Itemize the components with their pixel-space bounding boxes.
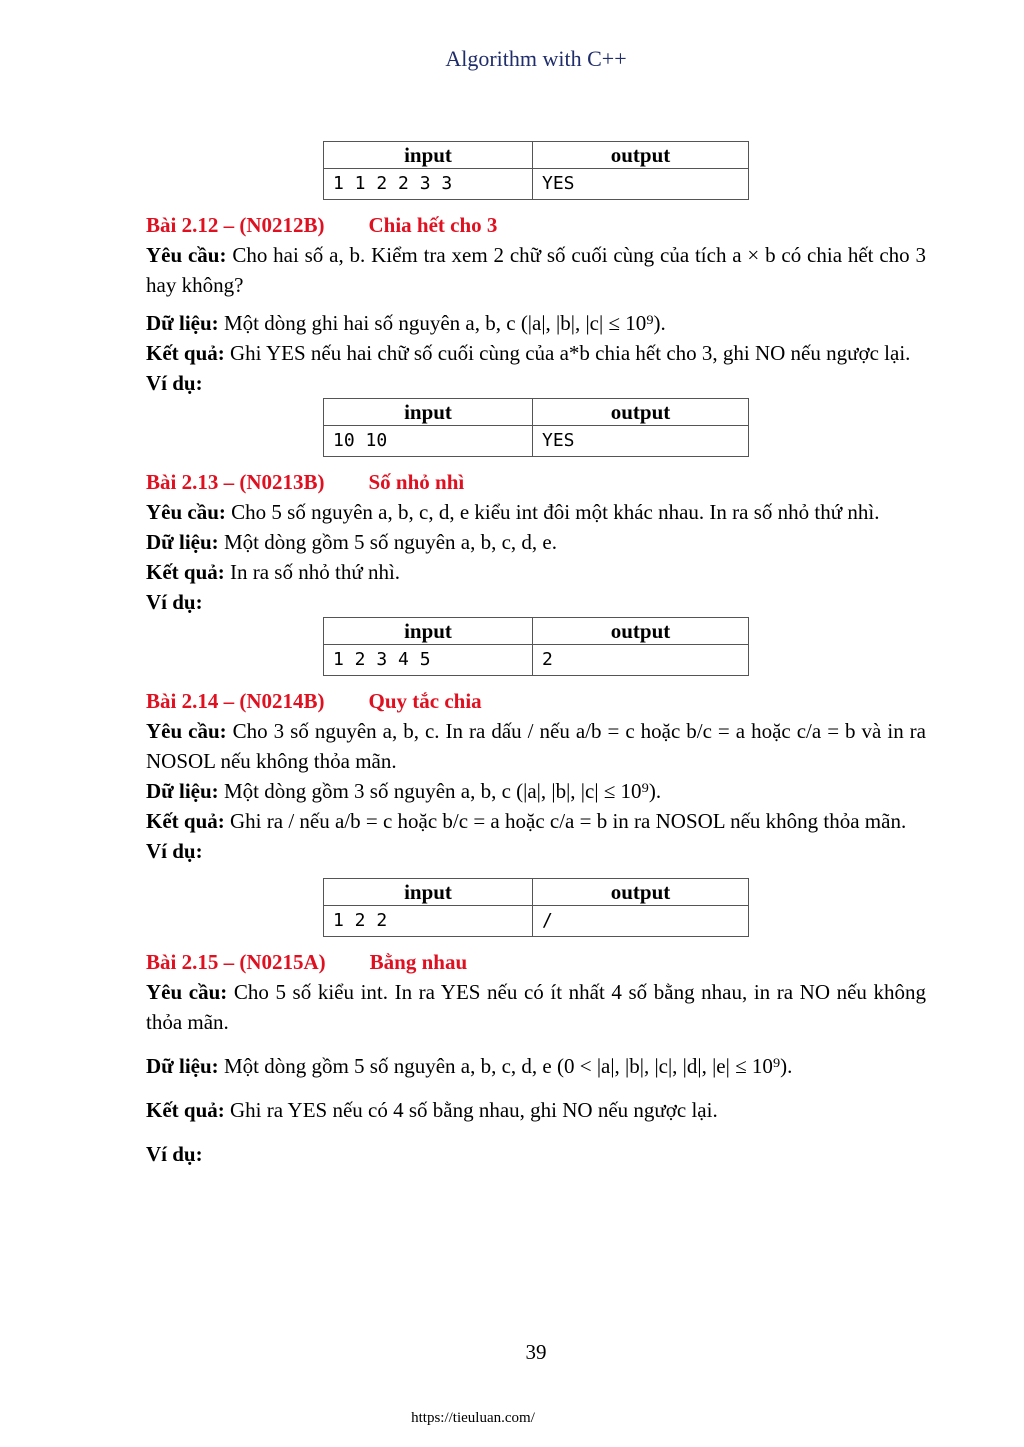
page-header: Algorithm with C++ xyxy=(445,46,627,71)
table-cell-input: 1 1 2 2 3 3 xyxy=(324,169,533,200)
exercise-title xyxy=(146,210,926,240)
exercise-title xyxy=(146,467,926,497)
table-header-input: input xyxy=(324,618,533,645)
table-cell-input: 1 2 2 xyxy=(324,906,533,937)
example-label: Ví dụ: xyxy=(146,1142,203,1166)
example-table xyxy=(323,398,749,457)
table-cell-output: YES xyxy=(533,169,749,200)
exercise-request xyxy=(146,716,926,776)
page-number: 39 xyxy=(525,1340,547,1364)
exercise-request xyxy=(146,977,926,1037)
exercise-request xyxy=(146,240,926,300)
result-text: In ra số nhỏ thứ nhì. xyxy=(230,560,401,584)
footer-url: https://tieuluan.com/ xyxy=(411,1410,535,1426)
request-text: Cho 3 số nguyên a, b, c. In ra dấu / nếu a/b = c hoặc b/c = a hoặc c/a = b và in ra NOSOL nếu không thỏa mãn. xyxy=(146,719,926,773)
table-cell-input: 1 2 3 4 5 xyxy=(324,645,533,676)
request-label: Yêu cầu: xyxy=(146,719,227,743)
exercise-code: Bài 2.14 – (N0214B) xyxy=(146,689,325,713)
exercise-code: Bài 2.13 – (N0213B) xyxy=(146,470,325,494)
table-cell-output: 2 xyxy=(533,645,749,676)
exercise-title xyxy=(146,686,926,716)
request-text: Cho 5 số kiểu int. In ra YES nếu có ít nhất 4 số bằng nhau, in ra NO nếu không thỏa mãn. xyxy=(146,980,926,1034)
example-table xyxy=(323,141,749,200)
request-text: Cho 5 số nguyên a, b, c, d, e kiểu int đôi một khác nhau. In ra số nhỏ thứ nhì. xyxy=(231,500,880,524)
exercise-result xyxy=(146,338,926,368)
exercise-code: Bài 2.15 – (N0215A) xyxy=(146,950,326,974)
exercise-name: Chia hết cho 3 xyxy=(368,213,498,237)
request-text: Cho hai số a, b. Kiểm tra xem 2 chữ số cuối cùng của tích a × b có chia hết cho 3 hay không? xyxy=(146,243,926,297)
result-text: Ghi YES nếu hai chữ số cuối cùng của a*b chia hết cho 3, ghi NO nếu ngược lại. xyxy=(230,341,911,365)
exercise-data xyxy=(146,527,926,557)
example-table xyxy=(323,878,749,937)
table-cell-output: YES xyxy=(533,426,749,457)
exercise-data xyxy=(146,776,926,806)
exercise-title xyxy=(146,947,926,977)
table-header-input: input xyxy=(324,399,533,426)
example-label: Ví dụ: xyxy=(146,371,203,395)
example-label: Ví dụ: xyxy=(146,839,203,863)
result-label: Kết quả: xyxy=(146,809,225,833)
exercise-name: Quy tắc chia xyxy=(368,689,482,713)
data-label: Dữ liệu: xyxy=(146,530,219,554)
table-cell-input: 10 10 xyxy=(324,426,533,457)
table-header-output: output xyxy=(533,399,749,426)
table-header-output: output xyxy=(533,618,749,645)
exercise-name: Bằng nhau xyxy=(369,950,468,974)
table-header-output: output xyxy=(533,879,749,906)
result-label: Kết quả: xyxy=(146,1098,225,1122)
data-label: Dữ liệu: xyxy=(146,779,219,803)
data-text: Một dòng ghi hai số nguyên a, b, c (|a|, |b|, |c| ≤ 10⁹). xyxy=(223,311,666,335)
data-label: Dữ liệu: xyxy=(146,1054,219,1078)
exercise-result xyxy=(146,1095,926,1125)
exercise-code: Bài 2.12 – (N0212B) xyxy=(146,213,325,237)
request-label: Yêu cầu: xyxy=(146,243,227,267)
table-header-input: input xyxy=(324,142,533,169)
example-label: Ví dụ: xyxy=(146,590,203,614)
request-label: Yêu cầu: xyxy=(146,980,228,1004)
table-header-output: output xyxy=(533,142,749,169)
data-text: Một dòng gồm 5 số nguyên a, b, c, d, e. xyxy=(223,530,557,554)
result-label: Kết quả: xyxy=(146,560,225,584)
exercise-result xyxy=(146,557,926,587)
exercise-data xyxy=(146,1051,926,1081)
page-content xyxy=(146,141,926,1169)
result-text: Ghi ra / nếu a/b = c hoặc b/c = a hoặc c/a = b in ra NOSOL nếu không thỏa mãn. xyxy=(230,809,907,833)
exercise-name: Số nhỏ nhì xyxy=(368,470,465,494)
table-cell-output: / xyxy=(533,906,749,937)
data-text: Một dòng gồm 3 số nguyên a, b, c (|a|, |b|, |c| ≤ 10⁹). xyxy=(223,779,662,803)
result-label: Kết quả: xyxy=(146,341,225,365)
data-text: Một dòng gồm 5 số nguyên a, b, c, d, e (0 < |a|, |b|, |c|, |d|, |e| ≤ 10⁹). xyxy=(223,1054,793,1078)
example-table xyxy=(323,617,749,676)
exercise-request xyxy=(146,497,926,527)
table-header-input: input xyxy=(324,879,533,906)
exercise-result xyxy=(146,806,926,836)
request-label: Yêu cầu: xyxy=(146,500,226,524)
data-label: Dữ liệu: xyxy=(146,311,219,335)
result-text: Ghi ra YES nếu có 4 số bằng nhau, ghi NO nếu ngược lại. xyxy=(230,1098,718,1122)
exercise-data xyxy=(146,308,926,338)
